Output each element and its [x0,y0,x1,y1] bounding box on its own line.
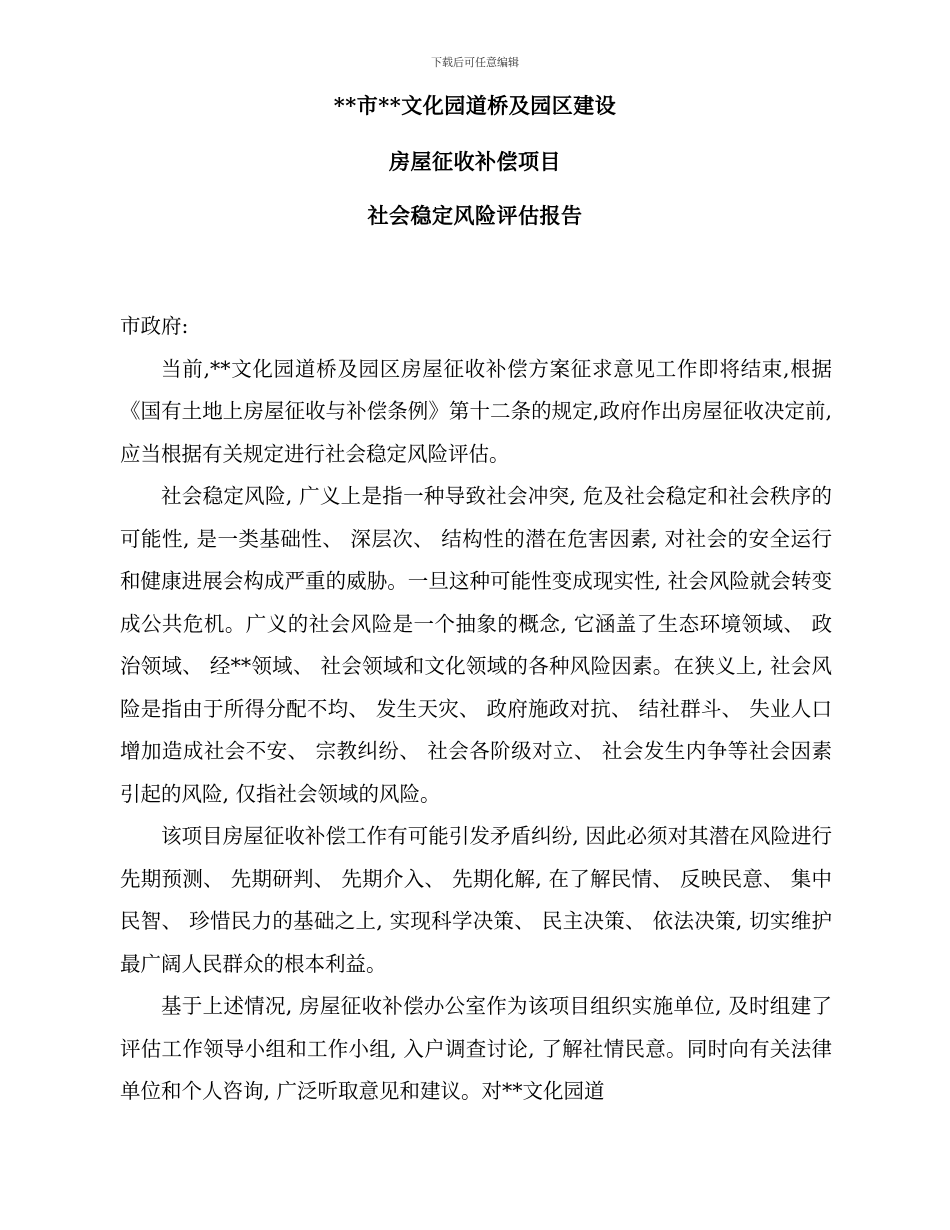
header-note: 下载后可任意编辑 [431,56,519,69]
paragraph-project-risk: 该项目房屋征收补偿工作有可能引发矛盾纠纷, 因此必须对其潜在风险进行先期预测、 先期研判、 先期介入、 先期化解, 在了解民情、 反映民意、 集中民智、 珍惜民力的基础之上, 实现科学决策、 民主决策、 依法决策, 切实维护最广阔人民群众的根本利益。 [120,824,832,976]
paragraph-intro: 当前,**文化园道桥及园区房屋征收补偿方案征求意见工作即将结束,根据《国有土地上房屋征收与补偿条例》第十二条的规定,政府作出房屋征收决定前, 应当根据有关规定进行社会稳定风险评估。 [120,356,832,466]
report-title-line-2: 房屋征收补偿项目 [389,149,561,174]
report-title-line-1: **市**文化园道桥及园区建设 [333,93,617,118]
report-title-line-3: 社会稳定风险评估报告 [367,203,583,228]
report-body [120,305,832,1113]
salutation: 市政府: [120,314,189,338]
paragraph-risk-definition: 社会稳定风险, 广义上是指一种导致社会冲突, 危及社会稳定和社会秩序的可能性, 是一类基础性、 深层次、 结构性的潜在危害因素, 对社会的安全运行和健康进展会构成严重的威胁。一旦这种可能性变成现实性, 社会风险就会转变成公共危机。广义的社会风险是一个抽象的概念, 它涵盖了生态环境领域、 政治领域、 经**领域、 社会领域和文化领域的各种风险因素。在狭义上, 社会风险是指由于所得分配不均、 发生天灾、 政府施政对抗、 结社群斗、 失业人口增加造成社会不安、 宗教纠纷、 社会各阶级对立、 社会发生内争等社会因素引起的风险, 仅指社会领域的风险。 [120,484,832,806]
paragraph-assessment-work: 基于上述情况, 房屋征收补偿办公室作为该项目组织实施单位, 及时组建了评估工作领导小组和工作小组, 入户调查讨论, 了解社情民意。同时向有关法律单位和个人咨询, 广泛听取意见和建议。对**文化园道 [120,994,832,1103]
